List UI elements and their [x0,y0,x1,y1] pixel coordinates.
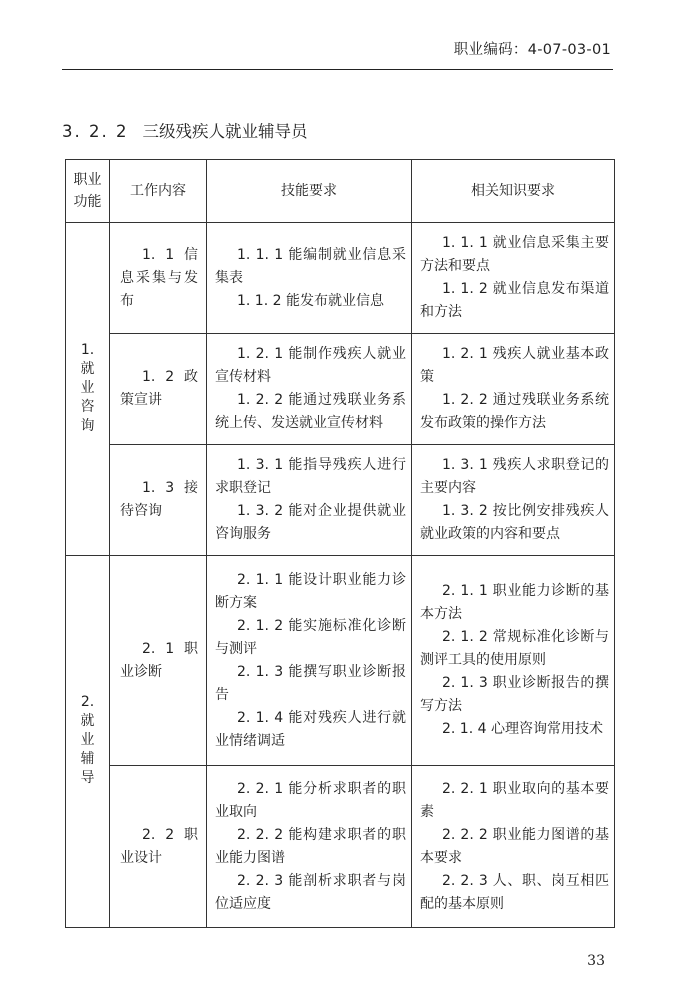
function-cell [66,556,110,928]
skills-cell: 2. 1. 1 能设计职业能力诊断方案 2. 1. 2 能实施标准化诊断与测评 2. 1. 3 能撰写职业诊断报告 2. 1. 4 能对残疾人进行就业情绪调适 [207,556,412,766]
content-cell: 2. 1 职业诊断 [110,556,207,766]
table-row [66,445,615,556]
function-label: 2.就业辅导 [80,694,95,786]
section-title: 三级残疾人就业辅导员 [142,122,308,141]
section-heading [62,118,307,142]
knowledge-cell: 1. 3. 1 残疾人求职登记的主要内容 1. 3. 2 按比例安排残疾人就业政策的内容和要点 [412,445,615,556]
content-cell: 1. 3 接待咨询 [110,445,207,556]
header-function: 职业功能 [66,160,110,223]
skills-cell: 1. 3. 1 能指导残疾人进行求职登记 1. 3. 2 能对企业提供就业咨询服务 [207,445,412,556]
content-cell: 1. 1 信息采集与发布 [110,223,207,334]
content-cell: 1. 2 政策宣讲 [110,334,207,445]
knowledge-cell: 1. 1. 1 就业信息采集主要方法和要点 1. 1. 2 就业信息发布渠道和方法 [412,223,615,334]
section-number: 3. 2. 2 [62,122,129,141]
page-number: 33 [587,953,605,969]
occupation-code: 职业编码：4-07-03-01 [453,42,611,58]
knowledge-cell: 1. 2. 1 残疾人就业基本政策 1. 2. 2 通过残联业务系统发布政策的操作方法 [412,334,615,445]
header-content: 工作内容 [110,160,207,223]
table-row [66,556,615,766]
skills-cell: 1. 2. 1 能制作残疾人就业宣传材料 1. 2. 2 能通过残联业务系统上传、发送就业宣传材料 [207,334,412,445]
header-rule [62,69,613,70]
table-row [66,334,615,445]
table-row [66,766,615,928]
function-cell [66,223,110,556]
knowledge-cell: 2. 1. 1 职业能力诊断的基本方法 2. 1. 2 常规标准化诊断与测评工具的使用原则 2. 1. 3 职业诊断报告的撰写方法 2. 1. 4 心理咨询常用技术 [412,556,615,766]
knowledge-cell: 2. 2. 1 职业取向的基本要素 2. 2. 2 职业能力图谱的基本要求 2. 2. 3 人、职、岗互相匹配的基本原则 [412,766,615,928]
skills-cell: 1. 1. 1 能编制就业信息采集表 1. 1. 2 能发布就业信息 [207,223,412,334]
skills-table [65,159,615,928]
header-skills: 技能要求 [207,160,412,223]
header-knowledge: 相关知识要求 [412,160,615,223]
table-row [66,223,615,334]
table-header-row [66,160,615,223]
content-cell: 2. 2 职业设计 [110,766,207,928]
function-label: 1.就业咨询 [80,341,95,434]
skills-cell: 2. 2. 1 能分析求职者的职业取向 2. 2. 2 能构建求职者的职业能力图谱 2. 2. 3 能剖析求职者与岗位适应度 [207,766,412,928]
